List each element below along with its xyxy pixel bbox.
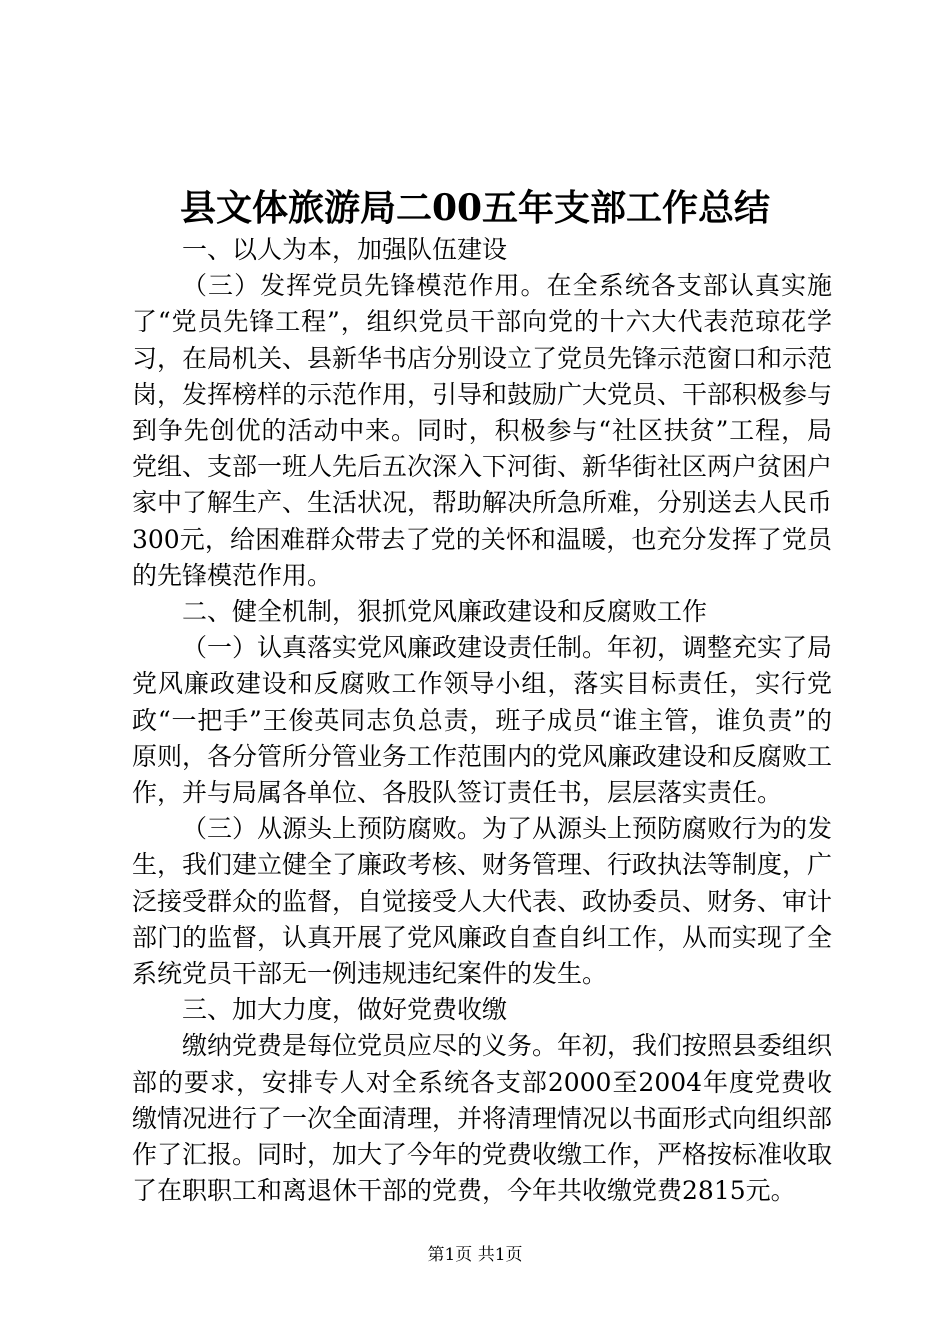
section-heading-1: 一、以人为本，加强队伍建设 bbox=[182, 235, 508, 264]
paragraph-party-vanguard: （三）发挥党员先锋模范作用。在全系统各支部认真实施了“党员先锋工程”，组织党员干部向党的十六大代表范琼花学习，在局机关、县新华书店分别设立了党员先锋示范窗口和示范岗，发挥榜样的示范作用，引导和鼓励广大党员、干部积极参与到争先创优的活动中来。同时，积极参与“社区扶贫”工程，局党组、支部一班人先后五次深入下河街、新华街社区两户贫困户家中了解生产、生活状况，帮助解决所急所难，分别送去人民币300元，给困难群众带去了党的关怀和温暖，也充分发挥了党员的先锋模范作用。 bbox=[132, 271, 833, 590]
page-number-footer: 第1页 共1页 bbox=[427, 1245, 523, 1265]
section-heading-2: 二、健全机制，狠抓党风廉政建设和反腐败工作 bbox=[182, 597, 708, 627]
section-heading-3: 三、加大力度，做好党费收缴 bbox=[182, 995, 508, 1025]
document-title: 县文体旅游局二00五年支部工作总结 bbox=[179, 187, 771, 229]
paragraph-prevent-corruption: （三）从源头上预防腐败。为了从源头上预防腐败行为的发生，我们建立健全了廉政考核、财务管理、行政执法等制度，广泛接受群众的监督，自觉接受人大代表、政协委员、财务、审计部门的监督，认真开展了党风廉政自查自纠工作，从而实现了全系统党员干部无一例违规违纪案件的发生。 bbox=[132, 814, 833, 989]
document-body bbox=[132, 232, 832, 1209]
paragraph-party-dues: 缴纳党费是每位党员应尽的义务。年初，我们按照县委组织部的要求，安排专人对全系统各支部2000至2004年度党费收缴情况进行了一次全面清理，并将清理情况以书面形式向组织部作了汇报。同时，加大了今年的党费收缴工作，严格按标准收取了在职职工和离退休干部的党费，今年共收缴党费2815元。 bbox=[132, 1031, 833, 1206]
paragraph-responsibility-system: （一）认真落实党风廉政建设责任制。年初，调整充实了局党风廉政建设和反腐败工作领导小组，落实目标责任，实行党政“一把手”王俊英同志负总责，班子成员“谁主管，谁负责”的原则，各分管所分管业务工作范围内的党风廉政建设和反腐败工作，并与局属各单位、各股队签订责任书，层层落实责任。 bbox=[132, 633, 833, 808]
